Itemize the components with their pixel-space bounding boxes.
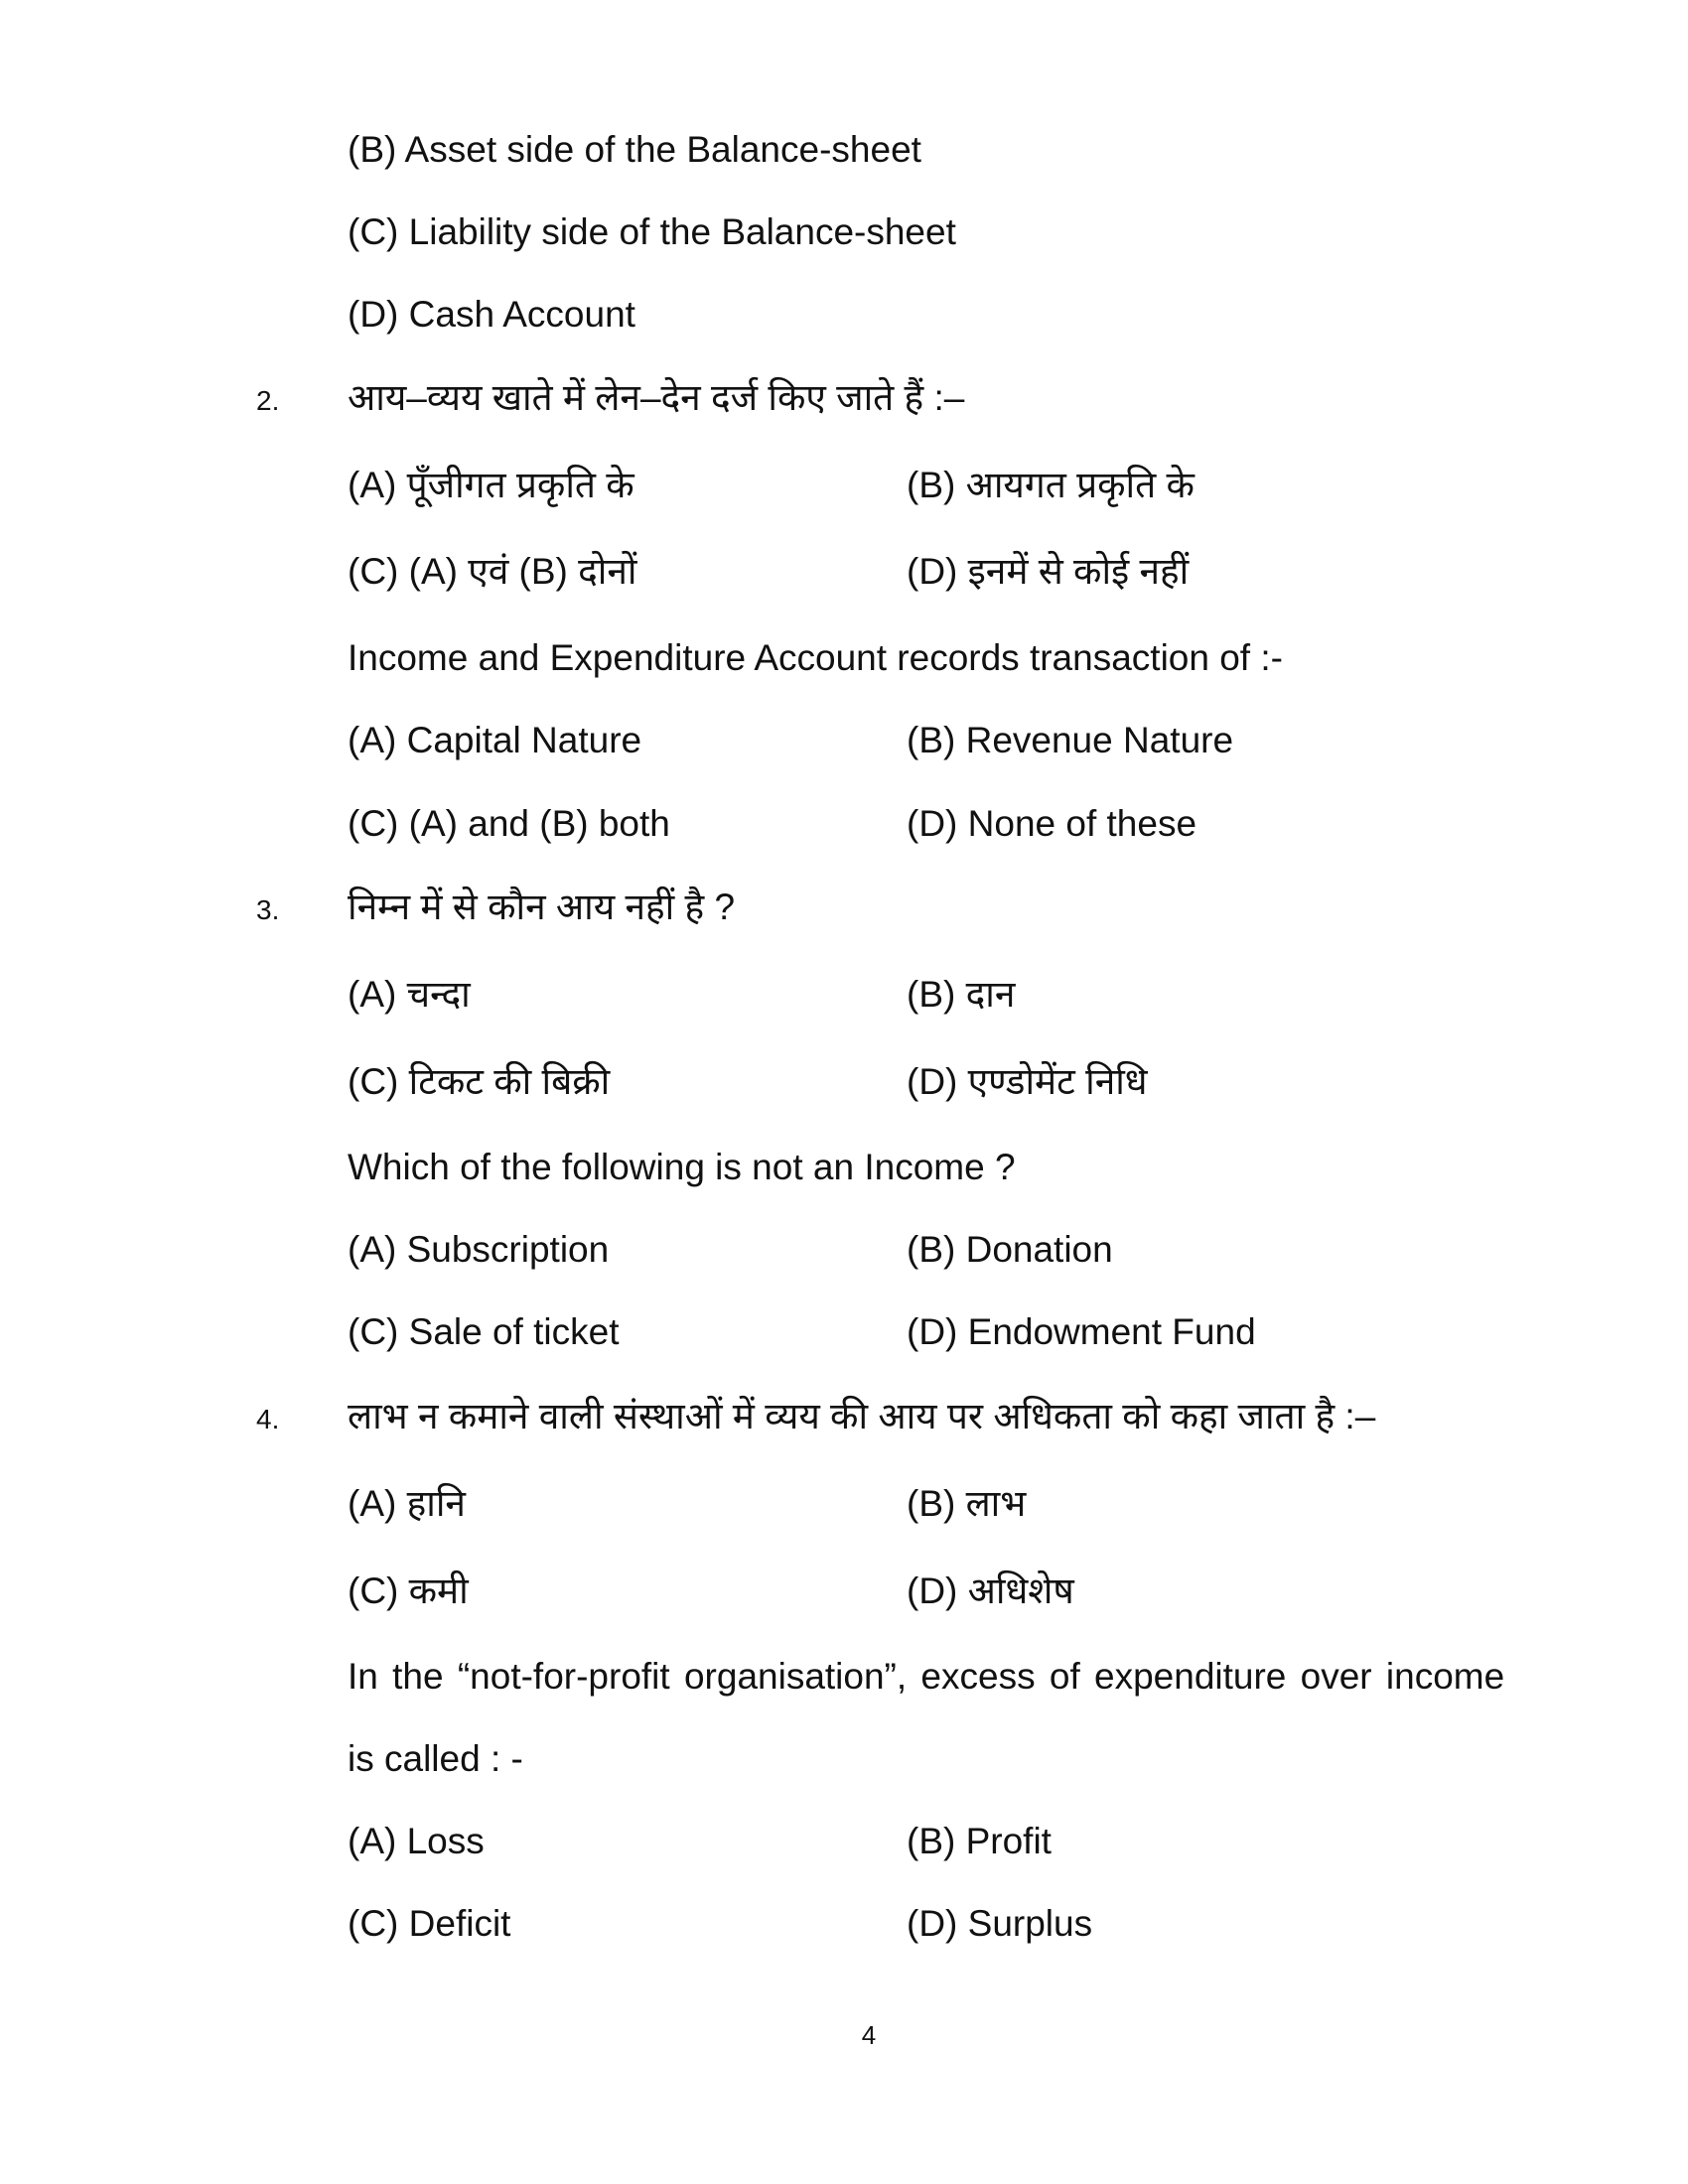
q3-english-option-d: (D) Endowment Fund: [907, 1311, 1256, 1352]
q1-option-d: (D) Cash Account: [348, 294, 635, 335]
q4-english-option-a: (A) Loss: [348, 1821, 485, 1861]
q2-english-text: Income and Expenditure Account records transaction of :-: [348, 637, 1283, 678]
q4-english-text-line2: is called : -: [348, 1738, 523, 1779]
q2-hindi-text: आय–व्यय खाते में लेन–देन दर्ज किए जाते हैं :–: [348, 377, 965, 418]
q1-option-b: (B) Asset side of the Balance-sheet: [348, 129, 921, 170]
q3-number: 3.: [256, 894, 280, 925]
q3-hindi-option-c: (C) टिकट की बिक्री: [348, 1061, 611, 1102]
page-number: 4: [861, 2020, 877, 2050]
q2-hindi-option-c: (C) (A) एवं (B) दोनों: [348, 551, 637, 592]
q4-english-option-d: (D) Surplus: [907, 1903, 1093, 1944]
q2-english-option-b: (B) Revenue Nature: [907, 720, 1234, 760]
q2-english-option-a: (A) Capital Nature: [348, 720, 642, 760]
q2-number: 2.: [256, 385, 280, 416]
q2-english-option-c: (C) (A) and (B) both: [348, 803, 670, 844]
q3-english-text: Which of the following is not an Income ?: [348, 1147, 1016, 1187]
q2-hindi-option-a: (A) पूँजीगत प्रकृति के: [348, 465, 634, 505]
q3-english-option-c: (C) Sale of ticket: [348, 1311, 620, 1352]
q3-hindi-text: निम्न में से कौन आय नहीं है ?: [348, 887, 736, 927]
q2-english-option-d: (D) None of these: [907, 803, 1197, 844]
q3-english-option-b: (B) Donation: [907, 1229, 1113, 1270]
q4-hindi-text: लाभ न कमाने वाली संस्थाओं में व्यय की आय पर अधिकता को कहा जाता है :–: [348, 1396, 1376, 1436]
q3-hindi-option-d: (D) एण्डोमेंट निधि: [907, 1061, 1148, 1102]
q4-hindi-option-c: (C) कमी: [348, 1570, 469, 1611]
q4-hindi-option-a: (A) हानि: [348, 1483, 466, 1524]
q3-hindi-option-a: (A) चन्दा: [348, 974, 471, 1015]
q1-option-c: (C) Liability side of the Balance-sheet: [348, 211, 956, 252]
q3-hindi-option-b: (B) दान: [907, 974, 1016, 1015]
q4-english-option-c: (C) Deficit: [348, 1903, 511, 1944]
q3-english-option-a: (A) Subscription: [348, 1229, 610, 1270]
q4-number: 4.: [256, 1404, 280, 1434]
q4-english-option-b: (B) Profit: [907, 1821, 1052, 1861]
q4-hindi-option-b: (B) लाभ: [907, 1483, 1027, 1524]
q4-hindi-option-d: (D) अधिशेष: [907, 1570, 1074, 1611]
q4-english-text-line1: In the “not-for-profit organisation”, excess of expenditure over income: [348, 1656, 1505, 1697]
q2-hindi-option-b: (B) आयगत प्रकृति के: [907, 465, 1195, 505]
q2-hindi-option-d: (D) इनमें से कोई नहीं: [907, 551, 1190, 592]
